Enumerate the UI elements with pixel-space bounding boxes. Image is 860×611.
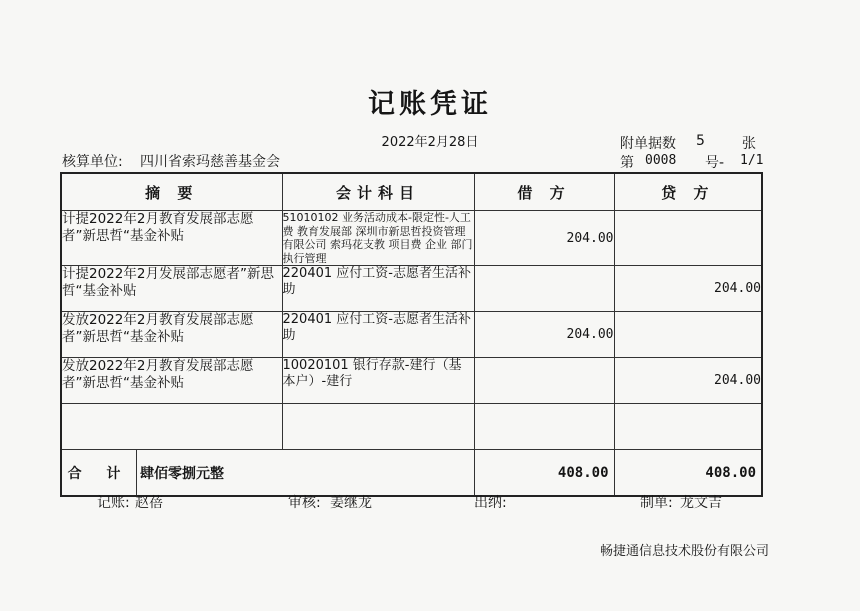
voucher-number: 0008: [645, 153, 677, 168]
bookkeeper-name: 赵蓓: [135, 495, 163, 511]
header-summary: 摘 要: [61, 173, 282, 211]
total-label: 合 计: [62, 450, 137, 495]
cashier-label: 出纳:: [474, 495, 507, 511]
entry-account: 220401 应付工资-志愿者生活补助: [282, 266, 474, 312]
entry-credit: [614, 312, 762, 358]
total-amount-words: 肆佰零捌元整: [140, 465, 224, 482]
header-debit: 借 方: [474, 173, 614, 211]
table-header-row: [61, 173, 762, 211]
empty-row: [61, 404, 762, 450]
voucher-table: [60, 172, 763, 497]
entry-account: 10020101 银行存款-建行（基本户）-建行: [282, 358, 474, 404]
voucher-title: 记账凭证: [368, 89, 492, 120]
entry-debit: 204.00: [474, 312, 614, 358]
entry-account: 51010102 业务活动成本-限定性-人工费 教育发展部 深圳市新思哲投资管理有限公司 索玛花支教 项目费 企业 部门执行管理: [282, 211, 473, 265]
reviewer-label: 审核:: [288, 495, 321, 511]
voucher-date: 2022年2月28日: [381, 135, 479, 150]
voucher-page: 1/1: [740, 153, 764, 168]
header-credit: 贷 方: [614, 173, 762, 211]
attachments-unit: 张: [742, 136, 756, 152]
entry-credit: 204.00: [614, 266, 762, 312]
accounting-unit-name: 四川省索玛慈善基金会: [140, 154, 280, 170]
voucher-number-prefix: 第: [620, 155, 634, 171]
preparer-name: 龙文吉: [680, 495, 722, 511]
table-row: [61, 211, 762, 266]
entry-credit: 204.00: [614, 358, 762, 404]
attachments-label: 附单据数: [620, 136, 676, 152]
reviewer-name: 姜继龙: [330, 495, 372, 511]
voucher-number-suffix: 号-: [705, 155, 725, 171]
entry-summary: 计提2022年2月教育发展部志愿者”新思哲“基金补贴: [61, 211, 282, 266]
entry-summary: 发放2022年2月教育发展部志愿者”新思哲“基金补贴: [61, 358, 282, 404]
entry-debit: [474, 358, 614, 404]
entry-debit: [474, 266, 614, 312]
attachments-count: 5: [696, 133, 705, 149]
entry-summary: 计提2022年2月发展部志愿者”新思哲“基金补贴: [61, 266, 282, 312]
entry-debit: 204.00: [474, 211, 614, 266]
table-row: [61, 312, 762, 358]
total-credit: 408.00: [614, 450, 762, 497]
total-debit: 408.00: [474, 450, 614, 497]
entry-credit: [614, 211, 762, 266]
bookkeeper-label: 记账:: [97, 495, 130, 511]
entry-summary: 发放2022年2月教育发展部志愿者”新思哲“基金补贴: [61, 312, 282, 358]
total-row: [61, 450, 762, 497]
header-account: 会计科目: [282, 173, 474, 211]
table-row: [61, 358, 762, 404]
entry-account: 220401 应付工资-志愿者生活补助: [282, 312, 474, 358]
table-row: [61, 266, 762, 312]
accounting-unit-label: 核算单位:: [62, 154, 123, 170]
preparer-label: 制单:: [640, 495, 673, 511]
footer-company: 畅捷通信息技术股份有限公司: [600, 544, 770, 559]
